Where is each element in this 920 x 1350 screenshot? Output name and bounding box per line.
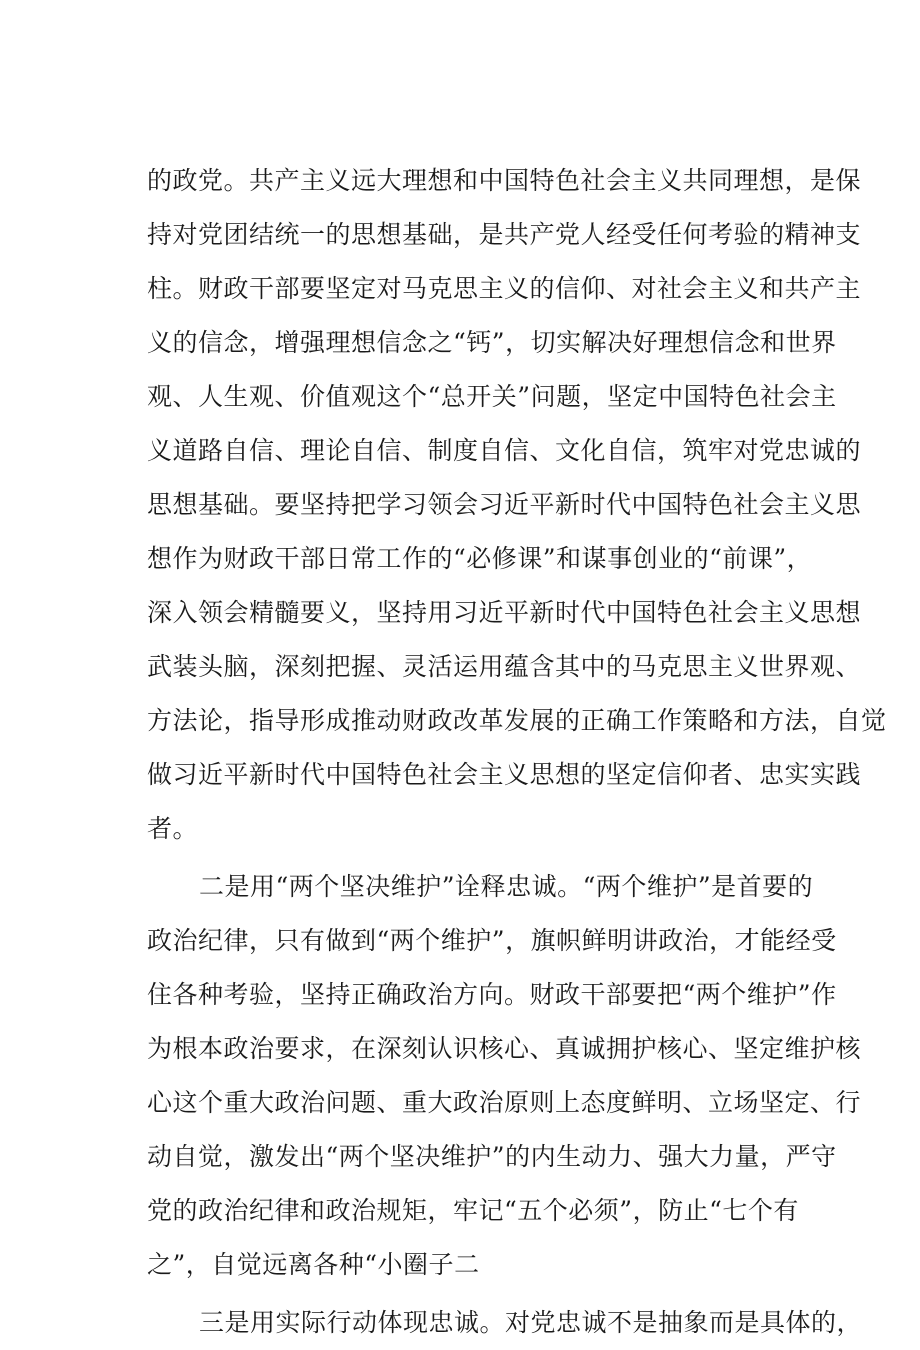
text-line: 方法论，指导形成推动财政改革发展的正确工作策略和方法，自觉 [147, 706, 887, 735]
text-line: 的政党。共产主义远大理想和中国特色社会主义共同理想，是保 [147, 166, 862, 195]
text-line: 心这个重大政治问题、重大政治原则上态度鲜明、立场坚定、行 [147, 1088, 862, 1117]
text-line: 党的政治纪律和政治规矩，牢记“五个必须”，防止“七个有 [147, 1196, 799, 1225]
text-line: 持对党团结统一的思想基础，是共产党人经受任何考验的精神支 [147, 220, 862, 249]
text-line: 之”，自觉远离各种“小圈子二 [147, 1250, 480, 1279]
text-line: 深入领会精髓要义，坚持用习近平新时代中国特色社会主义思想 [147, 598, 862, 627]
text-line: 为根本政治要求，在深刻认识核心、真诚拥护核心、坚定维护核 [147, 1034, 862, 1063]
paragraph-2 [147, 860, 862, 1292]
text-line: 三是用实际行动体现忠诚。对党忠诚不是抽象而是具体的， [199, 1308, 863, 1337]
text-line: 观、人生观、价值观这个“总开关”问题，坚定中国特色社会主 [147, 382, 837, 411]
text-line: 柱。财政干部要坚定对马克思主义的信仰、对社会主义和共产主 [147, 274, 862, 303]
text-line: 者。 [147, 814, 199, 843]
text-line: 政治纪律，只有做到“两个维护”，旗帜鲜明讲政治，才能经受 [147, 926, 837, 955]
text-line: 义的信念，增强理想信念之“钙”，切实解决好理想信念和世界 [147, 328, 837, 357]
paragraph-3 [147, 1296, 863, 1350]
document-body [147, 154, 887, 1350]
text-line: 做习近平新时代中国特色社会主义思想的坚定信仰者、忠实实践 [147, 760, 862, 789]
paragraph-1 [147, 154, 887, 856]
text-line: 二是用“两个坚决维护”诠释忠诚。“两个维护”是首要的 [199, 872, 814, 901]
text-line: 动自觉，激发出“两个坚决维护”的内生动力、强大力量，严守 [147, 1142, 837, 1171]
text-line: 想作为财政干部日常工作的“必修课”和谋事创业的“前课”， [147, 544, 813, 573]
text-line: 思想基础。要坚持把学习领会习近平新时代中国特色社会主义思 [147, 490, 862, 519]
text-line: 武装头脑，深刻把握、灵活运用蕴含其中的马克思主义世界观、 [147, 652, 862, 681]
text-line: 住各种考验，坚持正确政治方向。财政干部要把“两个维护”作 [147, 980, 837, 1009]
text-line: 义道路自信、理论自信、制度自信、文化自信，筑牢对党忠诚的 [147, 436, 862, 465]
